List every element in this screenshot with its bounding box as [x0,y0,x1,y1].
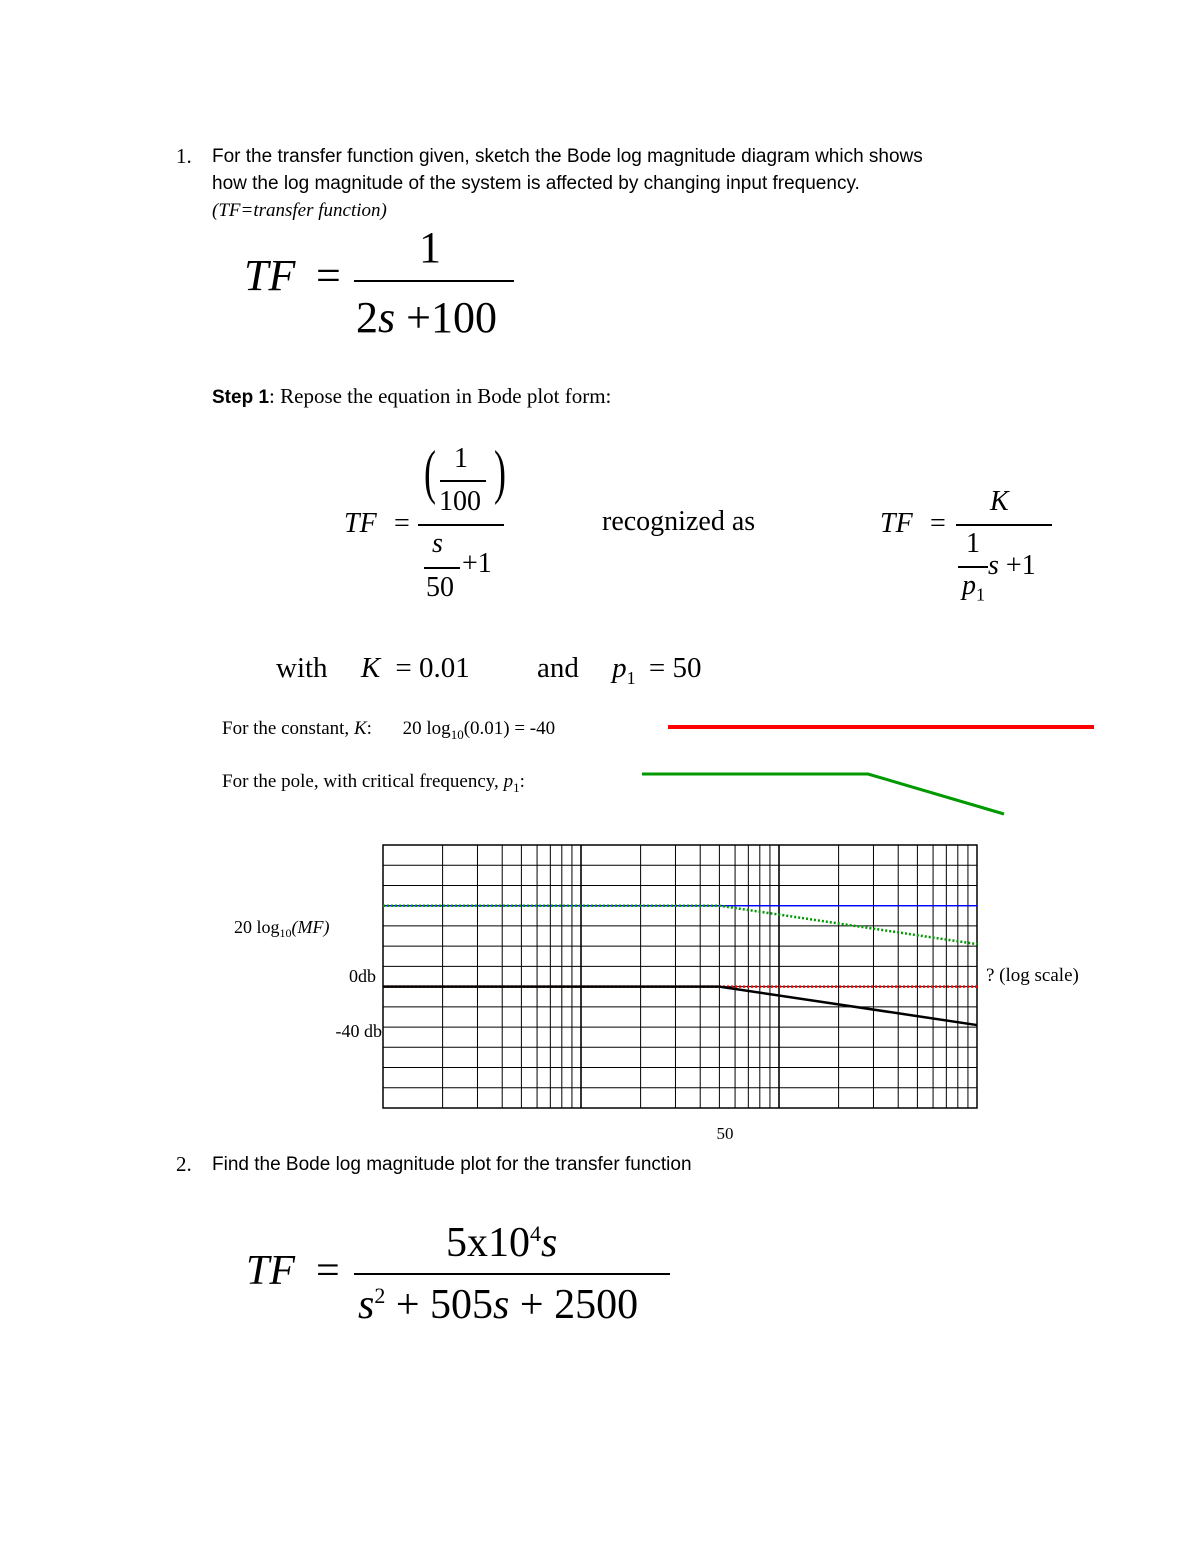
question-1-line-2: how the log magnitude of the system is affected by changing input frequency. [212,173,860,194]
eq2-inner-numerator: 1 [454,443,468,474]
eq1-denominator: 2s +100 [356,293,497,342]
eq3-p1: $p_1$ [962,570,985,605]
eq1-lhs: TF [244,251,296,300]
constant-description: For the constant, K: 20 $\log_{10}(0.01) = -40$ [222,718,556,742]
eq1-equals: = [316,251,341,300]
pole-description: For the pole, with critical frequency, $p_1$: [222,771,525,795]
series-line [383,906,977,944]
y-tick-0db: 0db [349,966,376,986]
y-tick-minus40db: -40 db [335,1021,382,1041]
chart-frame [383,845,977,1108]
eq4-fraction-bar [354,1273,670,1275]
question-1-number: 1. [176,144,192,168]
eq3-s-plus-one: s +1 [988,550,1036,581]
eq1-numerator: 1 [419,223,441,272]
eq2-equals: = [394,508,410,539]
eq3-one: 1 [966,528,980,559]
eq2-paren-right: ) [493,439,506,505]
eq4-denominator: $s^2 + 505s + 2500$ [358,1282,639,1328]
with-k-line: with K = 0.01 and $p_1 = 50$ [276,652,702,688]
eq2-inner-denominator: 100 [439,486,481,517]
eq2-lhs: TF [344,508,377,539]
eq4-equals: = [316,1248,340,1294]
x-tick-50: 50 [716,1124,734,1143]
eq2-plus-one: +1 [462,548,492,579]
question-2-text: Find the Bode log magnitude plot for the transfer function [212,1154,692,1175]
eq2-s: s [432,528,443,559]
x-axis-label: ? (log scale) [986,965,1079,986]
series-line [383,987,977,1025]
eq2-s-denominator: 50 [426,572,454,603]
eq3-equals: = [930,508,946,539]
question-2-number: 2. [176,1152,192,1176]
y-axis-label: 20 $\log_{10}(MF)$ [234,917,330,940]
eq3-lhs: TF [880,508,913,539]
eq3-numerator: K [990,486,1009,517]
chart-grid [383,845,977,1108]
equation-4 [246,1215,676,1345]
step-1-heading: Step 1: Repose the equation in Bode plot form: [212,384,612,408]
recognized-as-label: recognized as [602,506,756,537]
eq2-paren-left: ( [423,439,436,505]
question-1-line-1: For the transfer function given, sketch the Bode log magnitude diagram which shows [212,146,923,167]
eq4-numerator: $5x10^4s$ [446,1220,558,1266]
eq4-lhs: TF [246,1248,296,1294]
question-1-line-3: (TF=transfer function) [212,200,387,221]
